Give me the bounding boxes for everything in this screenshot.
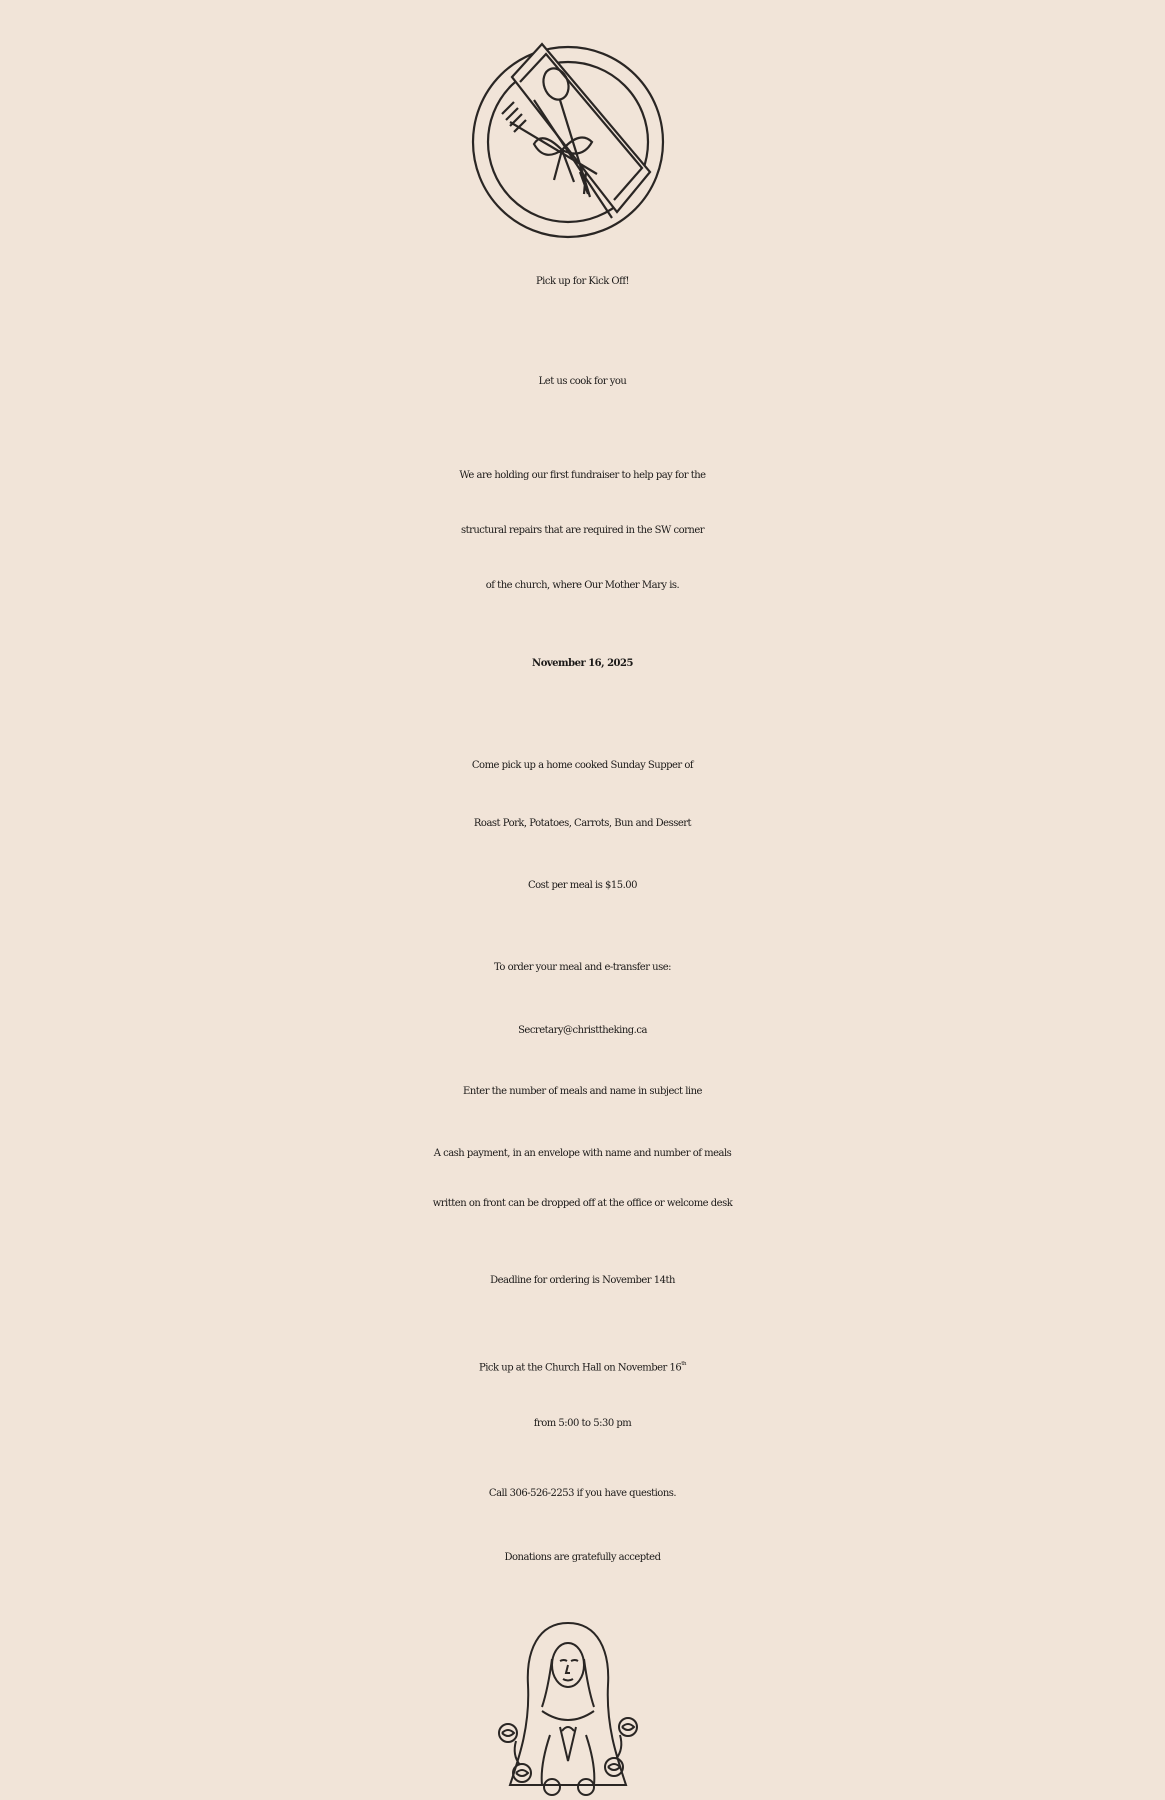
subtitle: Let us cook for you bbox=[538, 376, 627, 387]
pickup-time: from 5:00 to 5:30 pm bbox=[533, 1418, 632, 1429]
cash-instructions-line-2: written on front can be dropped off at the office or welcome desk bbox=[432, 1198, 733, 1209]
intro-line-3: of the church, where Our Mother Mary is. bbox=[485, 580, 680, 591]
plate-with-cutlery-icon bbox=[462, 22, 674, 252]
donations-note: Donations are gratefully accepted bbox=[504, 1552, 661, 1563]
pickup-location-text: Pick up at the Church Hall on November 16 bbox=[478, 1362, 682, 1374]
page-title: Pick up for Kick Off! bbox=[535, 276, 630, 287]
phone-contact: Call 306-526-2253 if you have questions. bbox=[488, 1488, 677, 1499]
meal-description-line-2: Roast Pork, Potatoes, Carrots, Bun and Dessert bbox=[473, 818, 692, 829]
order-email[interactable]: Secretary@christtheking.ca bbox=[518, 1025, 647, 1036]
pickup-ordinal-suffix: th bbox=[681, 1360, 687, 1367]
event-date: November 16, 2025 bbox=[532, 658, 633, 669]
ordering-deadline: Deadline for ordering is November 14th bbox=[490, 1275, 675, 1286]
order-intro: To order your meal and e-transfer use: bbox=[493, 962, 672, 973]
intro-line-1: We are holding our first fundraiser to help pay for the bbox=[459, 470, 706, 481]
subject-instructions: Enter the number of meals and name in subject line bbox=[463, 1086, 702, 1097]
cash-instructions-line-1: A cash payment, in an envelope with name and number of meals bbox=[433, 1148, 732, 1159]
pickup-location bbox=[0, 1362, 1165, 1373]
meal-cost: Cost per meal is $15.00 bbox=[527, 880, 638, 891]
mother-mary-icon bbox=[490, 1615, 646, 1797]
intro-line-2: structural repairs that are required in the SW corner bbox=[460, 525, 705, 536]
meal-description-line-1: Come pick up a home cooked Sunday Supper of bbox=[471, 760, 694, 771]
